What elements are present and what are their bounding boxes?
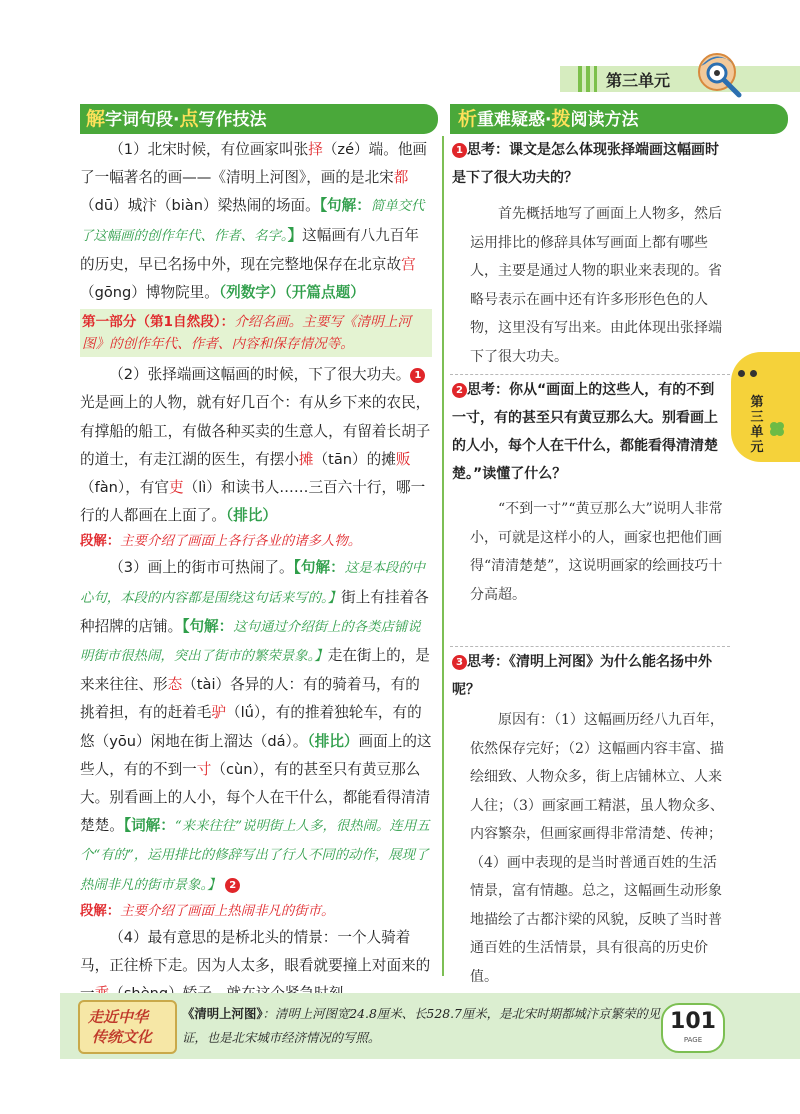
paragraph-4: （4）最有意思的是桥北头的情景：一个人骑着马，正往桥下走。因为人太多，眼看就要撞上对面来的 <box>80 928 431 975</box>
page-number-badge: 101 PAGE <box>661 1003 725 1053</box>
tab-eye-icon <box>738 370 745 377</box>
lesson-text-column <box>80 136 432 1008</box>
badge-line-2: 传统文化 <box>92 1028 153 1046</box>
part-summary: 第一部分（第1自然段）：介绍名画。主要写《清明上河图》的创作年代、作者、内容和保存情况等。 <box>80 309 432 357</box>
side-tab-label: 第三单元 <box>750 395 764 455</box>
paragraph-summary-1: 段解：主要介绍了画面上各行各业的诸多人物。 <box>80 534 362 550</box>
divider-dashed <box>450 646 730 647</box>
header-stripe <box>578 66 582 92</box>
answer-2: “不到一寸”“黄豆那么大”说明人非常小，可就是这样小的人，画家也把他们画得“清清楚楚”，这说明画家的绘画技巧十分高超。 <box>470 501 723 603</box>
header-stripe <box>586 66 590 92</box>
mascot-magnifier-icon <box>695 50 745 100</box>
clover-icon <box>768 420 786 438</box>
question-2: 2 思考：你从“画面上的这些人，有的不到一寸，有的甚至只有黄豆那么大。别看画上的人小，每个人在干什么，都能看得清清楚楚。”读懂了什么？ <box>452 382 718 482</box>
divider-dashed <box>450 374 730 375</box>
answer-1: 首先概括地写了画面上人物多，然后运用排比的修辞具体写画面上都有哪些人，主要是通过人物的职业来表现的。省略号表示在画中还有许多形形色色的人物，这里没有写出来。由此体现出张择端下了很大功夫。 <box>470 206 722 365</box>
section-banner-left: 解字词句段·点写作技法 <box>80 104 438 134</box>
paragraph-summary-2: 段解：主要介绍了画面上热闹非凡的街市。 <box>80 903 335 919</box>
unit-title: 第三单元 <box>606 71 671 90</box>
section-banner-right: 析重难疑惑·拨阅读方法 <box>450 104 788 134</box>
header-stripe <box>594 66 597 92</box>
badge-line-1: 走近中华 <box>88 1008 149 1026</box>
unit-side-tab <box>731 352 800 462</box>
tab-eye-icon <box>750 370 757 377</box>
paragraph-1: （1）北宋时候，有位画家叫张择（zé）端。他画了一幅著名的画——《清明上河图》，画的是北宋都（dū）城汴（biàn）梁热闹的场面。【句解：简单交代了这幅画的创作年代、作者、名字。】这幅画有八九百年的历史，早已名扬中外，现在完整地保存在北京故宫（gōng）博物院里。（列数字）（开篇点题） <box>80 141 428 302</box>
question-3: 3 思考：《清明上河图》为什么能名扬中外呢？ <box>452 654 712 698</box>
column-divider <box>442 136 444 976</box>
paragraph-3: （3）画上的街市可热闹了。【句解：这是本段的中心句，本段的内容都是围绕这句话来写的。】街上有挂着各种招牌的店铺。【句解：这句通过介绍街上的各类店铺说明街市很热闹，突出了街市的繁荣景象。】走在街上的，是来来往往、形态（tài）各异的人：有的骑着马，有的挑着担，有的赶着毛驴（lǘ），有的推着独轮车，有的悠（yōu）闲地在街上溜达（dá）。（排比）画面上的这些人，有的不到一寸（cùn），有的甚至只有黄豆那么大。别看画上的人小，每个人在干什么，都能看得清清楚楚。【词解：“来来往往”说明街上人多，很热闹。连用五个“有的”，运用排比的修辞写出了行人不同的动作，展现了热闹非凡的街市景象。】 2 <box>80 559 432 893</box>
question-1: 1 思考：课文是怎么体现张择端画这幅画时是下了很大功夫的？ <box>452 142 719 186</box>
footer-note: 《清明上河图》：清明上河图宽24.8厘米、长528.7厘米，是北宋时期都城汴京繁荣的见证，也是北宋城市经济情况的写照。 <box>182 1006 661 1045</box>
paragraph-2: （2）张择端画这幅画的时候，下了很大功夫。 1光是画上的人物，就有好几百个：有从乡下来的农民，有撑船的船工，有做各种买卖的生意人，有留着长胡子的道士，有走江湖的医生，有摆小摊（tān）的摊贩（fàn），有官吏（lì）和读书人……三百六十行，哪一行的人都画在上面了。（排比） <box>80 366 431 525</box>
answer-3: 原因有：（1）这幅画历经八九百年，依然保存完好；（2）这幅画内容丰富、描绘细致、人物众多，街上店铺林立、人来人往；（3）画家画工精湛，虽人物众多、内容繁杂，但画家画得非常清楚、传神；（4）画中表现的是当时普通百姓的生活情景，富有情趣。总之，这幅画生动形象地描绘了古都汴梁的风貌，反映了当时普通百姓的生活情景，具有很高的历史价值。 <box>470 712 724 985</box>
